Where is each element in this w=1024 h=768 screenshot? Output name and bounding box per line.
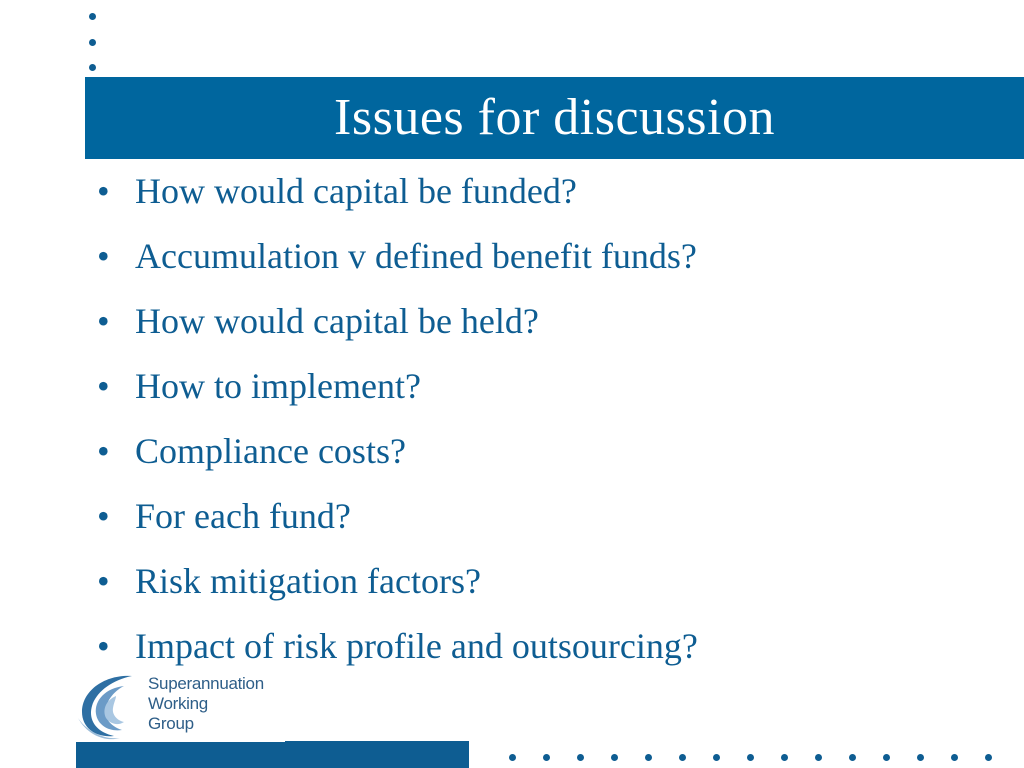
decorative-dot: [509, 754, 516, 761]
bullet-text: For each fund?: [135, 496, 351, 536]
bullet-text: Accumulation v defined benefit funds?: [135, 236, 697, 276]
bullet-marker: •: [97, 301, 110, 341]
bullet-marker: •: [97, 366, 110, 406]
decorative-dot: [883, 754, 890, 761]
logo-line-2: Working: [148, 694, 208, 713]
decorative-dot: [577, 754, 584, 761]
decorative-dot: [89, 64, 96, 71]
decorative-dot: [89, 39, 96, 46]
decorative-dot: [713, 754, 720, 761]
superannuation-working-group-logo: [76, 672, 296, 742]
bullet-marker: •: [97, 236, 110, 276]
decorative-dot: [951, 754, 958, 761]
decorative-dot: [849, 754, 856, 761]
bullet-marker: •: [97, 431, 110, 471]
bullet-text: How to implement?: [135, 366, 421, 406]
bottom-accent-bar: [76, 742, 469, 768]
bullet-text: How would capital be funded?: [135, 171, 577, 211]
bullet-text: Impact of risk profile and outsourcing?: [135, 626, 698, 666]
bullet-text: Risk mitigation factors?: [135, 561, 481, 601]
decorative-dot: [815, 754, 822, 761]
bullet-text: Compliance costs?: [135, 431, 406, 471]
bullet-text: How would capital be held?: [135, 301, 539, 341]
swirl-logo-icon: [76, 672, 142, 742]
bullet-marker: •: [97, 496, 110, 536]
decorative-dot: [543, 754, 550, 761]
slide-title: Issues for discussion: [334, 89, 775, 146]
decorative-dot: [679, 754, 686, 761]
bullet-marker: •: [97, 626, 110, 666]
bullet-marker: •: [97, 561, 110, 601]
decorative-dot: [747, 754, 754, 761]
title-bar: [85, 77, 1024, 159]
decorative-dot: [917, 754, 924, 761]
logo-line-1: Superannuation: [148, 674, 264, 693]
logo-wordmark: [148, 674, 264, 734]
decorative-dot: [611, 754, 618, 761]
logo-line-3: Group: [148, 714, 194, 733]
decorative-dot: [645, 754, 652, 761]
decorative-dot: [985, 754, 992, 761]
decorative-dot: [89, 13, 96, 20]
bullet-marker: •: [97, 171, 110, 211]
decorative-dot: [781, 754, 788, 761]
